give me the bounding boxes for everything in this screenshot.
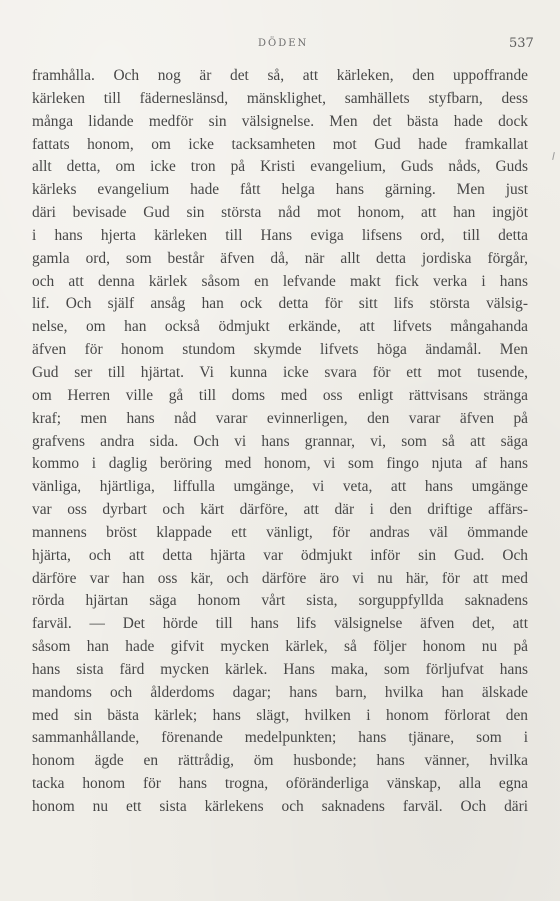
- text-line: Gud ser till hjärtat. Vi kunna icke svara för ett mot tusende,: [32, 363, 528, 381]
- text-line: hans sista färd mycken kärlek. Hans maka, som förljufvat hans: [32, 660, 528, 678]
- text-line: därföre var han oss kär, och därföre äro vi nu här, för att med: [32, 569, 528, 587]
- text-line: med sin bästa kärlek; hans slägt, hvilken i honom förlorat den: [32, 706, 528, 724]
- text-line: rörda hjärtan säga honom vårt sista, sorguppfyllda saknadens: [32, 592, 528, 610]
- text-line: grafvens andra sida. Och vi hans grannar, vi, som så att säga: [32, 432, 528, 450]
- text-line: farväl. — Det hörde till hans lifs välsignelse äfven det, att: [32, 615, 528, 633]
- text-line: kommo i daglig beröring med honom, vi som fingo njuta af hans: [32, 455, 528, 473]
- running-title: DÖDEN: [258, 38, 309, 49]
- text-line: många lidande medför sin välsignelse. Men det bästa hade dock: [32, 112, 528, 130]
- body-text: [32, 65, 528, 819]
- text-line: vänliga, hjärtliga, liffulla umgänge, vi veta, att hans umgänge: [32, 478, 528, 496]
- text-line: och att denna kärlek såsom en lefvande makt fick verka i hans: [32, 272, 528, 290]
- text-line: framhålla. Och nog är det så, att kärleken, den uppoffrande: [32, 67, 528, 84]
- text-line: kraf; men hans nåd varar evinnerligen, den varar äfven på: [32, 409, 528, 427]
- text-line: kärleks evangelium hade fått helga hans gärning. Men just: [32, 181, 528, 199]
- text-line: i hans hjerta kärleken till Hans eviga lifsens ord, till detta: [32, 226, 528, 244]
- text-line: nelse, om han också ödmjukt erkände, att lifvets mångahanda: [32, 318, 528, 336]
- margin-mark: [552, 152, 555, 160]
- text-line: såsom han hade gifvit mycken kärlek, så följer honom nu på: [32, 638, 528, 656]
- text-line: var oss dyrbart och kärt därföre, att där i den driftige affärs-: [32, 501, 528, 519]
- page-number: 537: [509, 36, 534, 51]
- text-line: sammanhållande, förenande medelpunkten; hans tjänare, som i: [32, 729, 528, 747]
- text-line: honom ägde en rättrådig, öm husbonde; hans vänner, hvilka: [32, 752, 528, 770]
- text-line: tacka honom för hans trogna, oföränderliga vänskap, alla egna: [32, 775, 528, 793]
- text-line: mandoms och ålderdoms dagar; hans barn, hvilka han älskade: [32, 683, 528, 701]
- text-line: om Herren ville gå till doms med oss enligt rättvisans stränga: [32, 386, 528, 404]
- text-line: allt detta, om icke tron på Kristi evangelium, Guds nåds, Guds: [32, 158, 528, 176]
- text-line: mannens bröst klappade ett vänligt, för andras väl ömmande: [32, 523, 528, 541]
- text-line: fattats honom, om icke tacksamheten mot Gud hade framkallat: [32, 135, 528, 153]
- running-head: [0, 38, 560, 54]
- text-line: äfven för honom stundom skymde lifvets höga ändamål. Men: [32, 341, 528, 359]
- text-line: lif. Och själf ansåg han ock detta för sitt lifs största välsig-: [32, 295, 528, 313]
- text-line: gamla ord, som består äfven då, när allt detta jordiska förgår,: [32, 249, 528, 267]
- text-line: honom nu ett sista kärlekens och saknadens farväl. Och däri: [32, 798, 528, 815]
- text-line: hjärta, och att detta hjärta var ödmjukt inför sin Gud. Och: [32, 546, 528, 564]
- text-line: kärleken till fäderneslänsd, mänsklighet, samhällets styfbarn, dess: [32, 89, 528, 107]
- text-line: däri bevisade Gud sin största nåd mot honom, att han ingjöt: [32, 204, 528, 222]
